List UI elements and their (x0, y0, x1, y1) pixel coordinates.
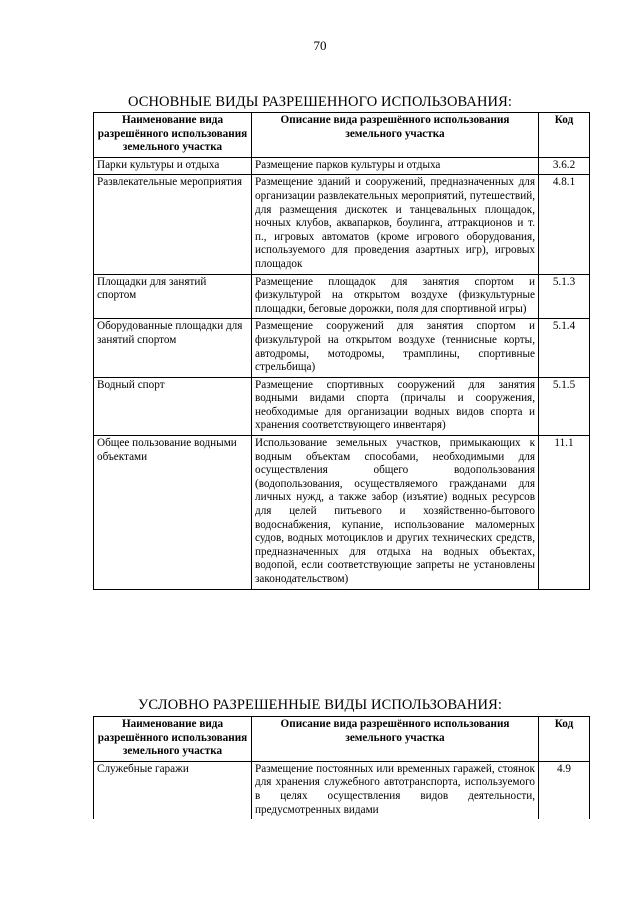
header-code: Код (539, 717, 590, 762)
conditional-uses-table (93, 716, 590, 819)
table-header-row (94, 717, 590, 762)
use-name: Развлекательные мероприятия (94, 175, 252, 274)
conditional-uses-title: УСЛОВНО РАЗРЕШЕННЫЕ ВИДЫ ИСПОЛЬЗОВАНИЯ: (138, 697, 502, 713)
use-description: Размещение сооружений для занятия спортом и физкультурой на открытом воздухе (теннисные корты, автодромы, мотодромы, трамплины, спортивные стрельбища) (252, 319, 539, 377)
use-description: Размещение спортивных сооружений для занятия водными видами спорта (причалы и сооружения, необходимые для организации водных видов спорта и хранения соответствующего инвентаря) (252, 377, 539, 435)
use-code: 5.1.5 (539, 377, 590, 435)
use-name: Площадки для занятий спортом (94, 274, 252, 319)
header-code: Код (539, 113, 590, 158)
use-name: Водный спорт (94, 377, 252, 435)
table-row (94, 377, 590, 435)
header-name: Наименование вида разрешённого использования земельного участка (94, 113, 252, 158)
use-description: Размещение парков культуры и отдыха (252, 157, 539, 175)
use-code: 5.1.4 (539, 319, 590, 377)
table-row (94, 175, 590, 274)
header-name: Наименование вида разрешённого использования земельного участка (94, 717, 252, 762)
use-code: 11.1 (539, 436, 590, 590)
use-description: Использование земельных участков, примыкающих к водным объектам способами, необходимыми для осуществления общего водопользования (водопользования, осуществляемого гражданами для личных нужд, а также забор (изъятие) водных ресурсов для целей питьевого и хозяйственно-бытового водоснабжения, купание, использование маломерных судов, водных мотоциклов и других технических средств, предназначенных для отдыха на водных объектах, водопой, если соответствующие запреты не установлены законодательством) (252, 436, 539, 590)
use-description: Размещение зданий и сооружений, предназначенных для организации развлекательных мероприятий, путешествий, для размещения дискотек и танцевальных площадок, ночных клубов, аквапарков, боулинга, аттракционов и т. п., игровых автоматов (кроме игрового оборудования, используемого для проведения азартных игр), игровых площадок (252, 175, 539, 274)
use-code: 4.8.1 (539, 175, 590, 274)
table-row (94, 436, 590, 590)
page-number: 70 (313, 38, 327, 53)
use-code: 4.9 (539, 761, 590, 819)
table-header-row (94, 113, 590, 158)
header-description: Описание вида разрешённого использования земельного участка (252, 113, 539, 158)
use-name: Парки культуры и отдыха (94, 157, 252, 175)
use-code: 5.1.3 (539, 274, 590, 319)
table-row (94, 274, 590, 319)
use-code: 3.6.2 (539, 157, 590, 175)
table-row (94, 319, 590, 377)
use-name: Служебные гаражи (94, 761, 252, 819)
main-uses-title: ОСНОВНЫЕ ВИДЫ РАЗРЕШЕННОГО ИСПОЛЬЗОВАНИЯ: (127, 94, 513, 110)
use-description: Размещение постоянных или временных гаражей, стоянок для хранения служебного автотранспорта, используемого в целях осуществления видов деятельности, предусмотренных видами (252, 761, 539, 819)
use-name: Оборудованные площадки для занятий спортом (94, 319, 252, 377)
main-uses-table (93, 112, 590, 590)
table-row (94, 157, 590, 175)
use-description: Размещение площадок для занятия спортом и физкультурой на открытом воздухе (физкультурные площадки, беговые дорожки, поля для спортивной игры) (252, 274, 539, 319)
table-row (94, 761, 590, 819)
header-description: Описание вида разрешённого использования земельного участка (252, 717, 539, 762)
use-name: Общее пользование водными объектами (94, 436, 252, 590)
